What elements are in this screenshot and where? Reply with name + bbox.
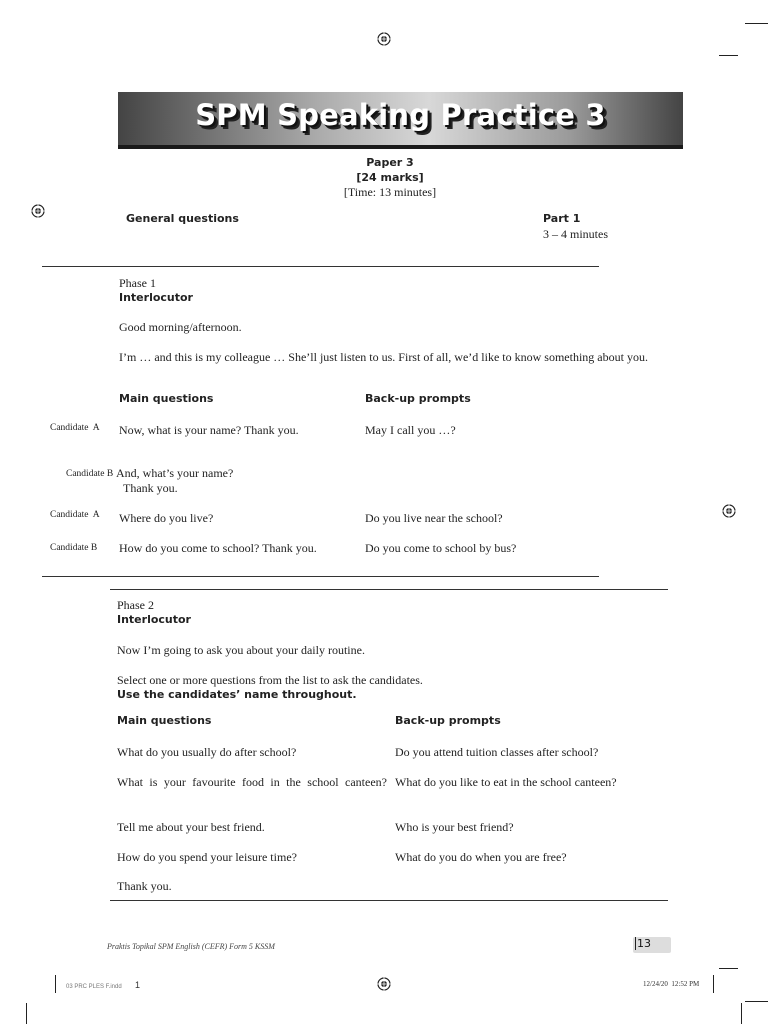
candidate-label: Candidate B [66, 469, 114, 479]
backup-prompt: Who is your best friend? [395, 820, 514, 834]
backup-prompt: What do you like to eat in the school canteen? [395, 775, 617, 789]
instruction-bold: Use the candidates’ name throughout. [117, 688, 357, 701]
intro-text: I’m … and this is my colleague … She’ll just listen to us. First of all, we’d like to know something about you. [119, 350, 648, 364]
column-header-main: Main questions [117, 714, 212, 727]
registration-mark-icon [31, 204, 45, 218]
slug-file: 03 PRC PLES F.indd [66, 984, 122, 990]
main-question: What do you usually do after school? [117, 745, 297, 759]
greeting-text: Good morning/afternoon. [119, 320, 242, 334]
main-question: And, what’s your name? [116, 466, 234, 480]
closing-text: Thank you. [117, 879, 172, 893]
instruction-text: Select one or more questions from the list to ask the candidates. [117, 673, 423, 687]
page-title: SPM Speaking Practice 3 [195, 98, 606, 132]
main-question: How do you spend your leisure time? [117, 850, 297, 864]
candidate-label: Candidate B [50, 543, 98, 553]
phase-label: Phase 1 [119, 276, 156, 290]
backup-prompt: May I call you …? [365, 423, 456, 437]
candidate-label: Candidate A [50, 510, 100, 520]
column-header-backup: Back-up prompts [365, 392, 471, 405]
candidate-label: Candidate A [50, 423, 100, 433]
page-number: 13 [637, 937, 651, 950]
main-question: How do you come to school? Thank you. [119, 541, 317, 555]
book-title: Praktis Topikal SPM English (CEFR) Form 5 KSSM [107, 942, 275, 951]
crop-mark [26, 1003, 27, 1024]
main-question: What is your favourite food in the school canteen? [117, 775, 387, 789]
backup-prompt: Do you attend tuition classes after school? [395, 745, 599, 759]
crop-mark [719, 55, 738, 56]
section-heading: General questions [126, 212, 239, 225]
column-header-backup: Back-up prompts [395, 714, 501, 727]
backup-prompt: Do you come to school by bus? [365, 541, 517, 555]
paper-label: Paper 3 [366, 156, 414, 169]
crop-mark [741, 1003, 742, 1024]
title-banner [118, 92, 683, 149]
slug-page: 1 [135, 980, 141, 990]
phase-label: Phase 2 [117, 598, 154, 612]
crop-mark [719, 968, 738, 969]
role-label: Interlocutor [117, 613, 191, 626]
registration-mark-icon [722, 504, 736, 518]
crop-mark [55, 975, 56, 993]
registration-mark-icon [377, 977, 391, 991]
crop-mark [713, 975, 714, 993]
main-question: Where do you live? [119, 511, 214, 525]
time-label: [Time: 13 minutes] [343, 185, 437, 199]
marks-label: [24 marks] [356, 171, 424, 184]
crop-mark [745, 23, 768, 24]
part-heading: Part 1 [543, 212, 581, 225]
column-header-main: Main questions [119, 392, 214, 405]
divider [110, 900, 668, 901]
crop-mark [745, 1001, 768, 1002]
part-duration: 3 – 4 minutes [543, 227, 608, 241]
registration-mark-icon [377, 32, 391, 46]
backup-prompt: Do you live near the school? [365, 511, 503, 525]
role-label: Interlocutor [119, 291, 193, 304]
divider [42, 266, 599, 267]
main-question-continued: Thank you. [123, 481, 178, 495]
main-question: Tell me about your best friend. [117, 820, 265, 834]
divider [42, 576, 599, 577]
main-question: Now, what is your name? Thank you. [119, 423, 299, 437]
divider [110, 589, 668, 590]
backup-prompt: What do you do when you are free? [395, 850, 567, 864]
intro-text: Now I’m going to ask you about your daily routine. [117, 643, 365, 657]
slug-date: 12/24/20 12:52 PM [643, 980, 700, 988]
